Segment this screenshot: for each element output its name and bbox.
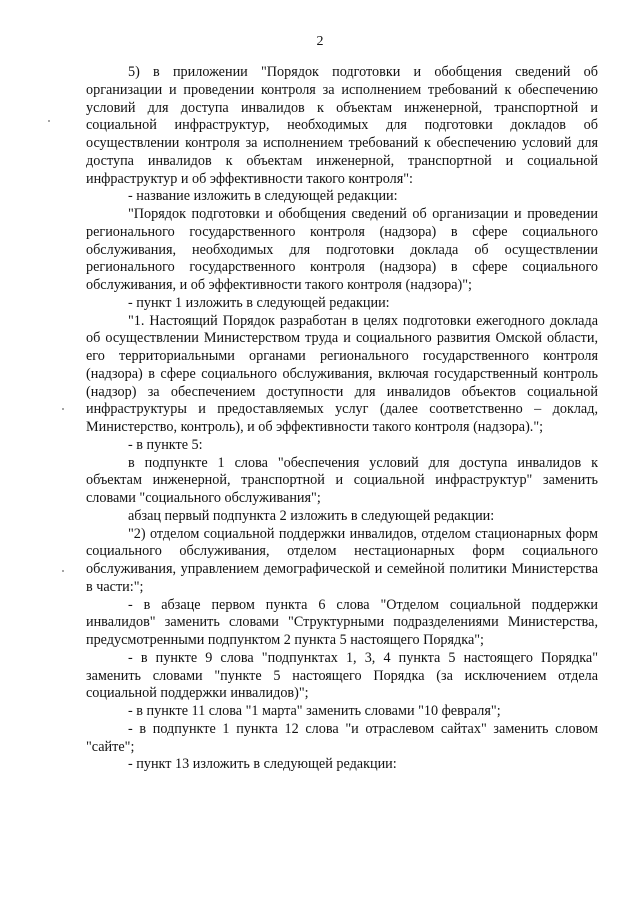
paragraph: - название изложить в следующей редакции: [128,188,398,205]
paragraph: "1. Настоящий Порядок разработан в целях подготовки ежегодного доклада об осуществлении Министерством труда и социального развития Омской области, его территориальными органами регионального государственного контроля (надзора) в сфере социального обслуживания, включая государственный контроль (надзор) за обеспечением доступности для инвалидов объектов социальной инфраструктуры и предоставляемых услуг (далее соответственно – доклад, Министерство, контроль), и об эффективности такого контроля (надзора)."; [86,312,598,435]
paragraph: абзац первый подпункта 2 изложить в следующей редакции: [128,507,495,524]
paragraph: - в пункте 5: [128,436,203,453]
paragraph: - в абзаце первом пункта 6 слова "Отделом социальной поддержки инвалидов" заменить словами "Структурными подразделениями Министерства, предусмотренными подпунктом 2 пункта 5 настоящего Порядка"; [86,596,598,648]
scan-dot [62,570,64,572]
paragraph: - пункт 13 изложить в следующей редакции: [128,756,397,773]
paragraph: - пункт 1 изложить в следующей редакции: [128,294,390,311]
paragraph: "2) отделом социальной поддержки инвалидов, отделом стационарных форм социального обслуживания, отделом нестационарных форм социального обслуживания, управлением демографической и семейной политики Министерства в части:"; [86,525,598,595]
page-number: 2 [316,34,324,49]
paragraph: - в пункте 11 слова "1 марта" заменить словами "10 февраля"; [128,703,501,719]
paragraph: - в пункте 9 слова "подпунктах 1, 3, 4 пункта 5 настоящего Порядка" заменить словами "пункте 5 настоящего Порядка (за исключением отдела социальной поддержки инвалидов)"; [86,649,598,702]
paragraph: 5) в приложении "Порядок подготовки и обобщения сведений об организации и проведении контроля за исполнением требований к обеспечению условий для доступа инвалидов к объектам инженерной, транспортной и социальной инфраструктур, необходимых для подготовки докладов об осуществлении контроля за исполнением требований к обеспечению условий для доступа инвалидов к объектам инженерной, транспортной и социальной инфраструктур и об эффективности такого контроля": [86,64,598,187]
scan-dot [48,120,50,122]
paragraph: "Порядок подготовки и обобщения сведений об организации и проведении регионального государственного контроля (надзора) в сфере социального обслуживания, необходимых для подготовки доклада об осуществлении регионального государственного контроля (надзора) в сфере социального обслуживания, и об эффективности такого контроля (надзора)"; [86,206,598,293]
paragraph: в подпункте 1 слова "обеспечения условий для доступа инвалидов к объектам инженерной, транспортной и социальной инфраструктур" заменить словами "социального обслуживания"; [86,454,598,506]
scan-dot [62,408,64,410]
document-body [86,64,598,774]
paragraph: - в подпункте 1 пункта 12 слова "и отраслевом сайтах" заменить словом "сайте"; [86,720,598,755]
